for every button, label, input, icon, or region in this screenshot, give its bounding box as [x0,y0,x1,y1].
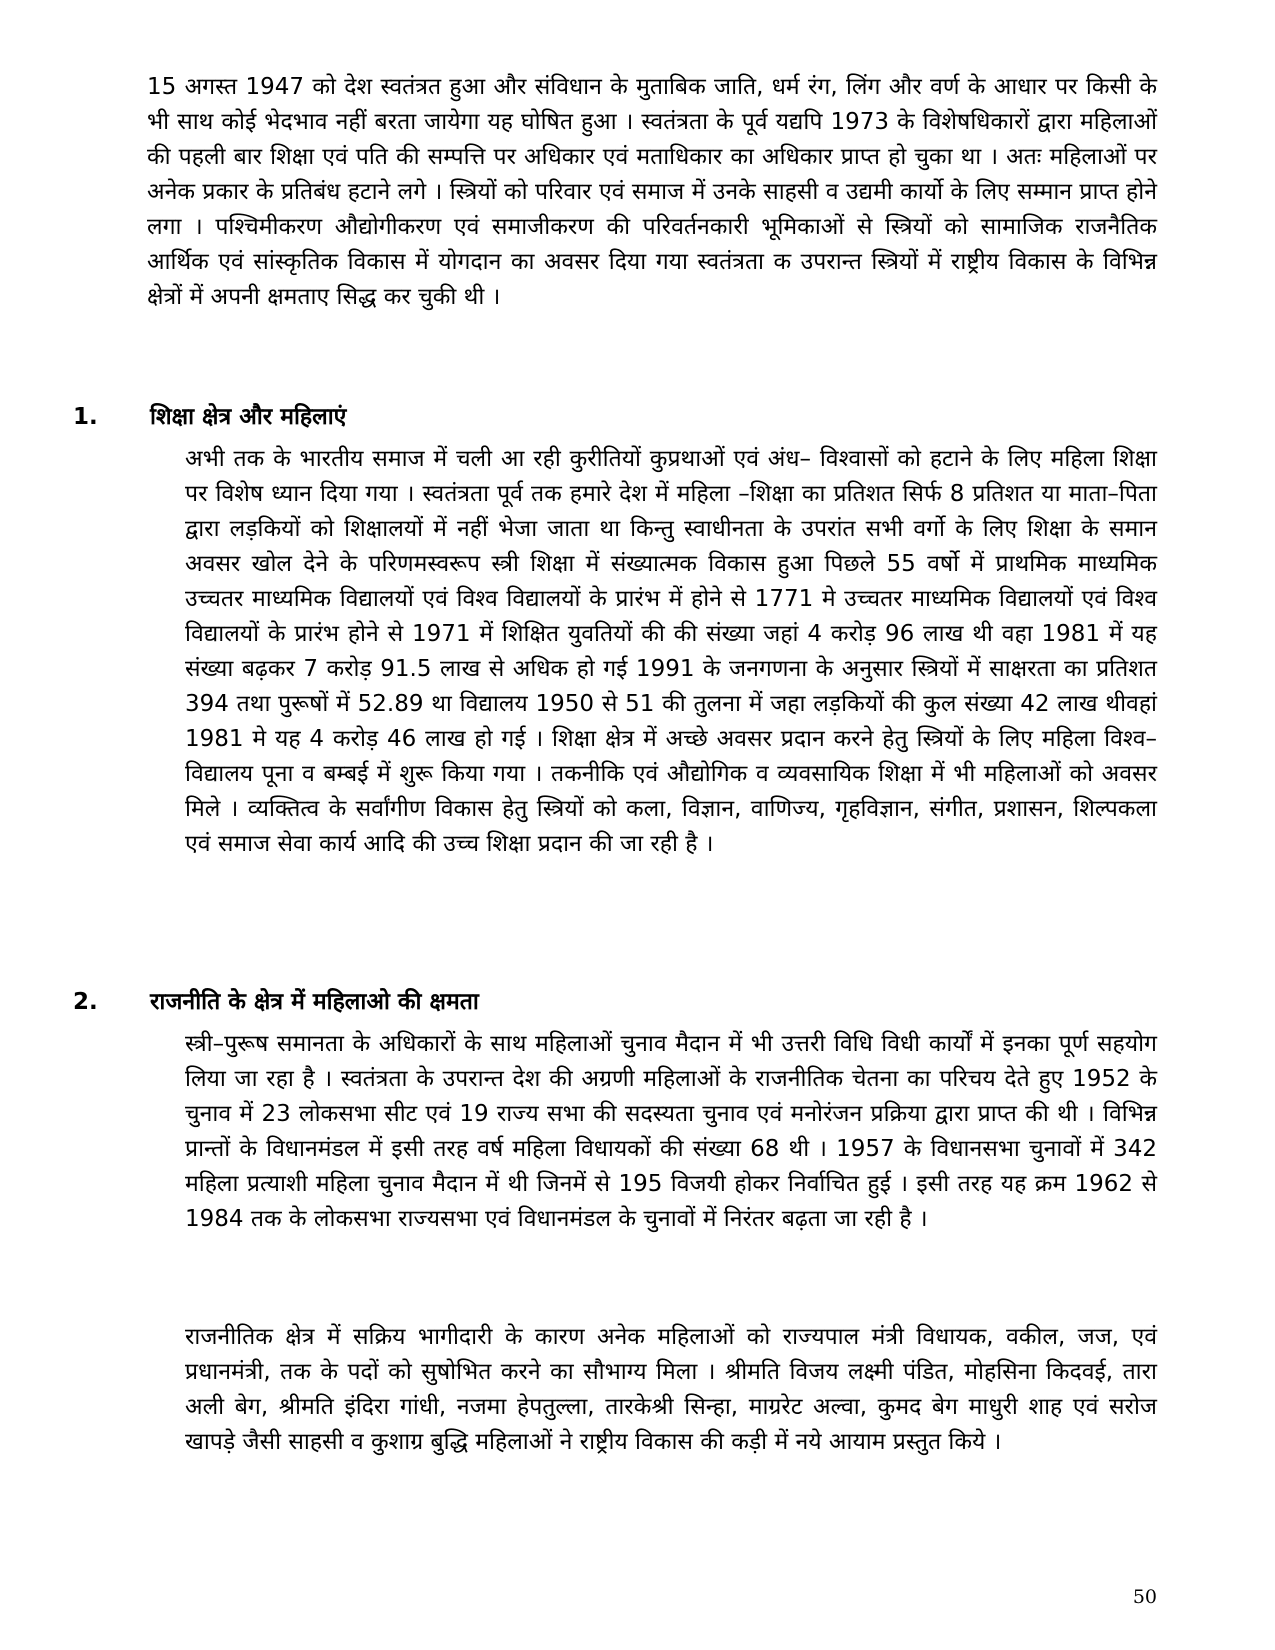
page-number: 50 [1132,1586,1157,1608]
section-1-title: शिक्षा क्षेत्र और महिलाएं [150,404,347,430]
section-1-number: 1. [73,404,98,430]
section-2-title: राजनीति के क्षेत्र में महिलाओ की क्षमता [150,989,479,1015]
intro-paragraph: 15 अगस्त 1947 को देश स्वतंत्रत हुआ और संविधान के मुताबिक जाति, धर्म रंग, लिंग और वर्ण के आधार पर किसी के भी साथ कोई भेदभाव नहीं बरता जायेगा यह घोषित हुआ । स्वतंत्रता के पूर्व यद्यपि 1973 के विशेषधिकारों द्वारा महिलाओं की पहली बार शिक्षा एवं पति की सम्पत्ति पर अधिकार एवं मताधिकार का अधिकार प्राप्त हो चुका था । अतः महिलाओं पर अनेक प्रकार के प्रतिबंध हटाने लगे । स्त्रियों को परिवार एवं समाज में उनके साहसी व उद्यमी कार्यो के लिए सम्मान प्राप्त होने लगा । पश्चिमीकरण औद्योगीकरण एवं समाजीकरण की परिवर्तनकारी भूमिकाओं से स्त्रियों को सामाजिक राजनैतिक आर्थिक एवं सांस्कृतिक विकास में योगदान का अवसर दिया गया स्वतंत्रता क उपरान्त स्त्रियों में राष्ट्रीय विकास के विभिन्न क्षेत्रों में अपनी क्षमताए सिद्ध कर चुकी थी । [147,74,1157,310]
section-2-paragraph-2: राजनीतिक क्षेत्र में सक्रिय भागीदारी के कारण अनेक महिलाओं को राज्यपाल मंत्री विधायक, वकील, जज, एवं प्रधानमंत्री, तक के पदों को सुषोभित करने का सौभाग्य मिला । श्रीमति विजय लक्ष्मी पंडित, मोहसिना किदवई, तारा अली बेग, श्रीमति इंदिरा गांधी, नजमा हेपतुल्ला, तारकेश्री सिन्हा, माग्ररेट अल्वा, कुमद बेग माधुरी शाह एवं सरोज खापड़े जैसी साहसी व कुशाग्र बुद्धि महिलाओं ने राष्ट्रीय विकास की कड़ी में नये आयाम प्रस्तुत किये । [185,1324,1157,1455]
section-2-number: 2. [73,989,98,1015]
section-2-paragraph-1: स्त्री–पुरूष समानता के अधिकारों के साथ महिलाओं चुनाव मैदान में भी उत्तरी विधि विधी कार्यों में इनका पूर्ण सहयोग लिया जा रहा है । स्वतंत्रता के उपरान्त देश की अग्रणी महिलाओं के राजनीतिक चेतना का परिचय देते हुए 1952 के चुनाव में 23 लोकसभा सीट एवं 19 राज्य सभा की सदस्यता चुनाव एवं मनोरंजन प्रक्रिया द्वारा प्राप्त की थी । विभिन्न प्रान्तों के विधानमंडल में इसी तरह वर्ष महिला विधायकों की संख्या 68 थी । 1957 के विधानसभा चुनावों में 342 महिला प्रत्याशी महिला चुनाव मैदान में थी जिनमें से 195 विजयी होकर निर्वाचित हुई । इसी तरह यह क्रम 1962 से 1984 तक के लोकसभा राज्यसभा एवं विधानमंडल के चुनावों में निरंतर बढ़ता जा रही है । [185,1031,1157,1232]
section-1-paragraph: अभी तक के भारतीय समाज में चली आ रही कुरीतियों कुप्रथाओं एवं अंध– विश्वासों को हटाने के लिए महिला शिक्षा पर विशेष ध्यान दिया गया । स्वतंत्रता पूर्व तक हमारे देश में महिला –शिक्षा का प्रतिशत सिर्फ 8 प्रतिशत या माता–पिता द्वारा लड़कियों को शिक्षालयों में नहीं भेजा जाता था किन्तु स्वाधीनता के उपरांत सभी वर्गो के लिए शिक्षा के समान अवसर खोल देने के परिणमस्वरूप स्त्री शिक्षा में संख्यात्मक विकास हुआ पिछले 55 वर्षो में प्राथमिक माध्यमिक उच्चतर माध्यमिक विद्यालयों एवं विश्व विद्यालयों के प्रारंभ में होने से 1771 मे उच्चतर माध्यमिक विद्यालयों एवं विश्व विद्यालयों के प्रारंभ होने से 1971 में शिक्षित युवतियों की की संख्या जहां 4 करोड़ 96 लाख थी वहा 1981 में यह संख्या बढ़कर 7 करोड़ 91.5 लाख से अधिक हो गई 1991 के जनगणना के अनुसार स्त्रियों में साक्षरता का प्रतिशत 394 तथा पुरूषों में 52.89 था विद्यालय 1950 से 51 की तुलना में जहा लड़कियों की कुल संख्या 42 लाख थीवहां 1981 मे यह 4 करोड़ 46 लाख हो गई । शिक्षा क्षेत्र में अच्छे अवसर प्रदान करने हेतु स्त्रियों के लिए महिला विश्व–विद्यालय पूना व बम्बई में शुरू किया गया । तकनीकि एवं औद्योगिक व व्यवसायिक शिक्षा में भी महिलाओं को अवसर मिले । व्यक्तित्व के सर्वांगीण विकास हेतु स्त्रियों को कला, विज्ञान, वाणिज्य, गृहविज्ञान, संगीत, प्रशासन, शिल्पकला एवं समाज सेवा कार्य आदि की उच्च शिक्षा प्रदान की जा रही है । [185,446,1157,857]
section-1-heading [73,400,773,435]
section-2-heading [73,985,773,1020]
